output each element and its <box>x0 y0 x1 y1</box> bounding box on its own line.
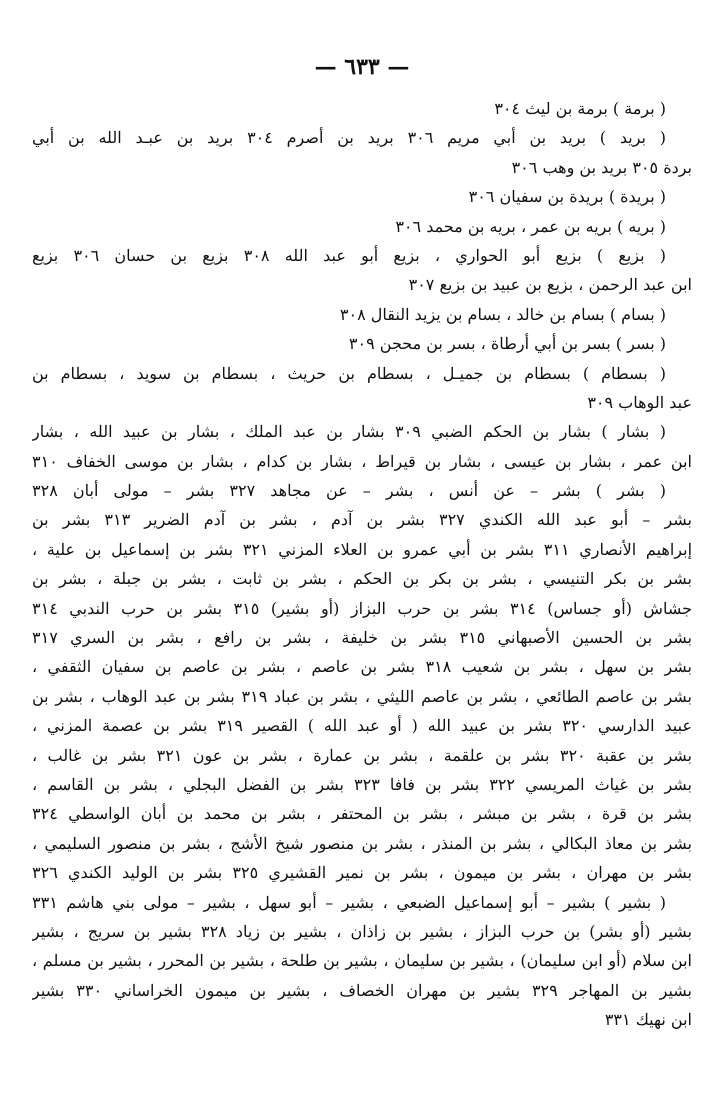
index-line: عبد الوهاب ٣٠٩ <box>587 392 692 412</box>
index-lines <box>32 94 692 1035</box>
index-line: إبراهيم الأنصاري ٣١١ بشر بن أبي عمرو بن العلاء المزني ٣٢١ بشر بن إسماعيل بن علية ، <box>32 539 692 559</box>
index-line: ( بسطام ) بسطام بن جميـل ، بسطام بن حريث ، بسطام بن سويد ، بسطام بن <box>32 363 666 383</box>
index-line: بشير (أو بشر) بن حرب البزاز ، بشير بن زاذان ، بشير بن زياد ٣٢٨ بشير بن سريج ، بشير <box>32 921 692 941</box>
index-line: عبيد الدارسي ٣٢٠ بشر بن عبيد الله ( أو عبد الله ) القصير ٣١٩ بشر بن عصمة المزني ، <box>32 716 692 736</box>
index-line: ( بسام ) بسام بن خالد ، بسام بن يزيد النقال ٣٠٨ <box>339 304 666 324</box>
index-line: بشر بن معاذ البكالي ، بشر بن المنذر ، بشر بن منصور شيخ الأشج ، بشر بن منصور السليمي ، <box>32 833 692 853</box>
index-line: بشر بن غياث المريسي ٣٢٢ بشر بن فافا ٣٢٣ بشر بن الفضل البجلي ، بشر بن القاسم ، <box>32 774 692 794</box>
index-line: بشير بن المهاجر ٣٢٩ بشير بن مهران الخصاف ، بشير بن ميمون الخراساني ٣٣٠ بشير <box>32 980 692 1000</box>
index-line: بشر بن عاصم الطائعي ، بشر بن عاصم الليثي ، بشر بن عباد ٣١٩ بشر بن عبد الوهاب ، بشر بن <box>32 686 692 706</box>
index-line: ( بريدة ) بريدة بن سفيان ٣٠٦ <box>468 187 666 207</box>
index-line: بردة ٣٠٥ بريد بن وهب ٣٠٦ <box>511 157 692 177</box>
page-number: — ٦٣٣ — <box>314 54 410 80</box>
index-line: بشر بن مهران ، بشر بن ميمون ، بشر بن نمير القشيري ٣٢٥ بشر بن الوليد الكندي ٣٢٦ <box>32 863 692 883</box>
index-line: ابن سلام (أو ابن سليمان) ، بشير بن سليمان ، بشير بن طلحة ، بشير بن المحرر ، بشير بن مسلم ، <box>32 951 692 971</box>
index-line: بشر بن بكر التنيسي ، بشر بن بكر بن الحكم ، بشر بن ثابت ، بشر بن جبلة ، بشر بن <box>32 569 692 589</box>
index-line: ( بريه ) بريه بن عمر ، بريه بن محمد ٣٠٦ <box>395 216 666 236</box>
index-line: ( برمة ) برمة بن ليث ٣٠٤ <box>494 99 666 118</box>
index-line: بشر بن قرة ، بشر بن مبشر ، بشر بن المحتفر ، بشر بن محمد بن أبان الواسطي ٣٢٤ <box>32 804 692 824</box>
index-line: ابن نهيك ٣٣١ <box>604 1010 692 1030</box>
index-line: ( بشير ) بشير – أبو إسماعيل الضبعي ، بشير – أبو سهل ، بشير – مولى بني هاشم ٣٣١ <box>32 892 666 912</box>
index-line: ( بسر ) بسر بن أبي أرطاة ، بسر بن محجن ٣٠٩ <box>348 334 666 354</box>
index-line: بشر بن سهل ، بشر بن شعيب ٣١٨ بشر بن عاصم ، بشر بن عاصم بن سفيان الثقفي ، <box>32 657 692 677</box>
index-line: ( بزيع ) بزيع أبو الحواري ، بزيع أبو عبد الله ٣٠٨ بزيع بن حسان ٣٠٦ بزيع <box>32 245 667 265</box>
index-line: جشاش (أو جساس) ٣١٤ بشر بن حرب البزاز (أو بشير) ٣١٥ بشر بن حرب الندبي ٣١٤ <box>32 598 692 618</box>
index-line: ( بشر ) بشر – عن أنس ، بشر – عن مجاهد ٣٢٧ بشر – مولى أبان ٣٢٨ <box>32 481 666 501</box>
index-line: بشر – أبو عبد الله الكندي ٣٢٧ بشر بن آدم ، بشر بن آدم الضرير ٣١٣ بشر بن <box>32 510 692 530</box>
index-line: ابن عبد الرحمن ، بزيع بن عبيد بن بزيع ٣٠٧ <box>408 275 692 295</box>
index-line: ( بشار ) بشار بن الحكم الضبي ٣٠٩ بشار بن عبد الملك ، بشار بن عبيد الله ، بشار <box>32 422 666 442</box>
index-line: بشر بن الحسين الأصبهاني ٣١٥ بشر بن خليفة ، بشر بن رافع ، بشر بن السري ٣١٧ <box>32 628 692 648</box>
index-line: ( بريد ) بريد بن أبي مريم ٣٠٦ بريد بن أصرم ٣٠٤ بريد بن عبـد الله بن أبي <box>32 128 667 148</box>
index-line: بشر بن عقبة ٣٢٠ بشر بن علقمة ، بشر بن عمارة ، بشر بن عون ٣٢١ بشر بن غالب ، <box>32 745 692 765</box>
index-line: ابن عمر ، بشار بن عيسى ، بشار بن قيراط ، بشار بن كدام ، بشار بن موسى الخفاف ٣١٠ <box>32 451 692 471</box>
